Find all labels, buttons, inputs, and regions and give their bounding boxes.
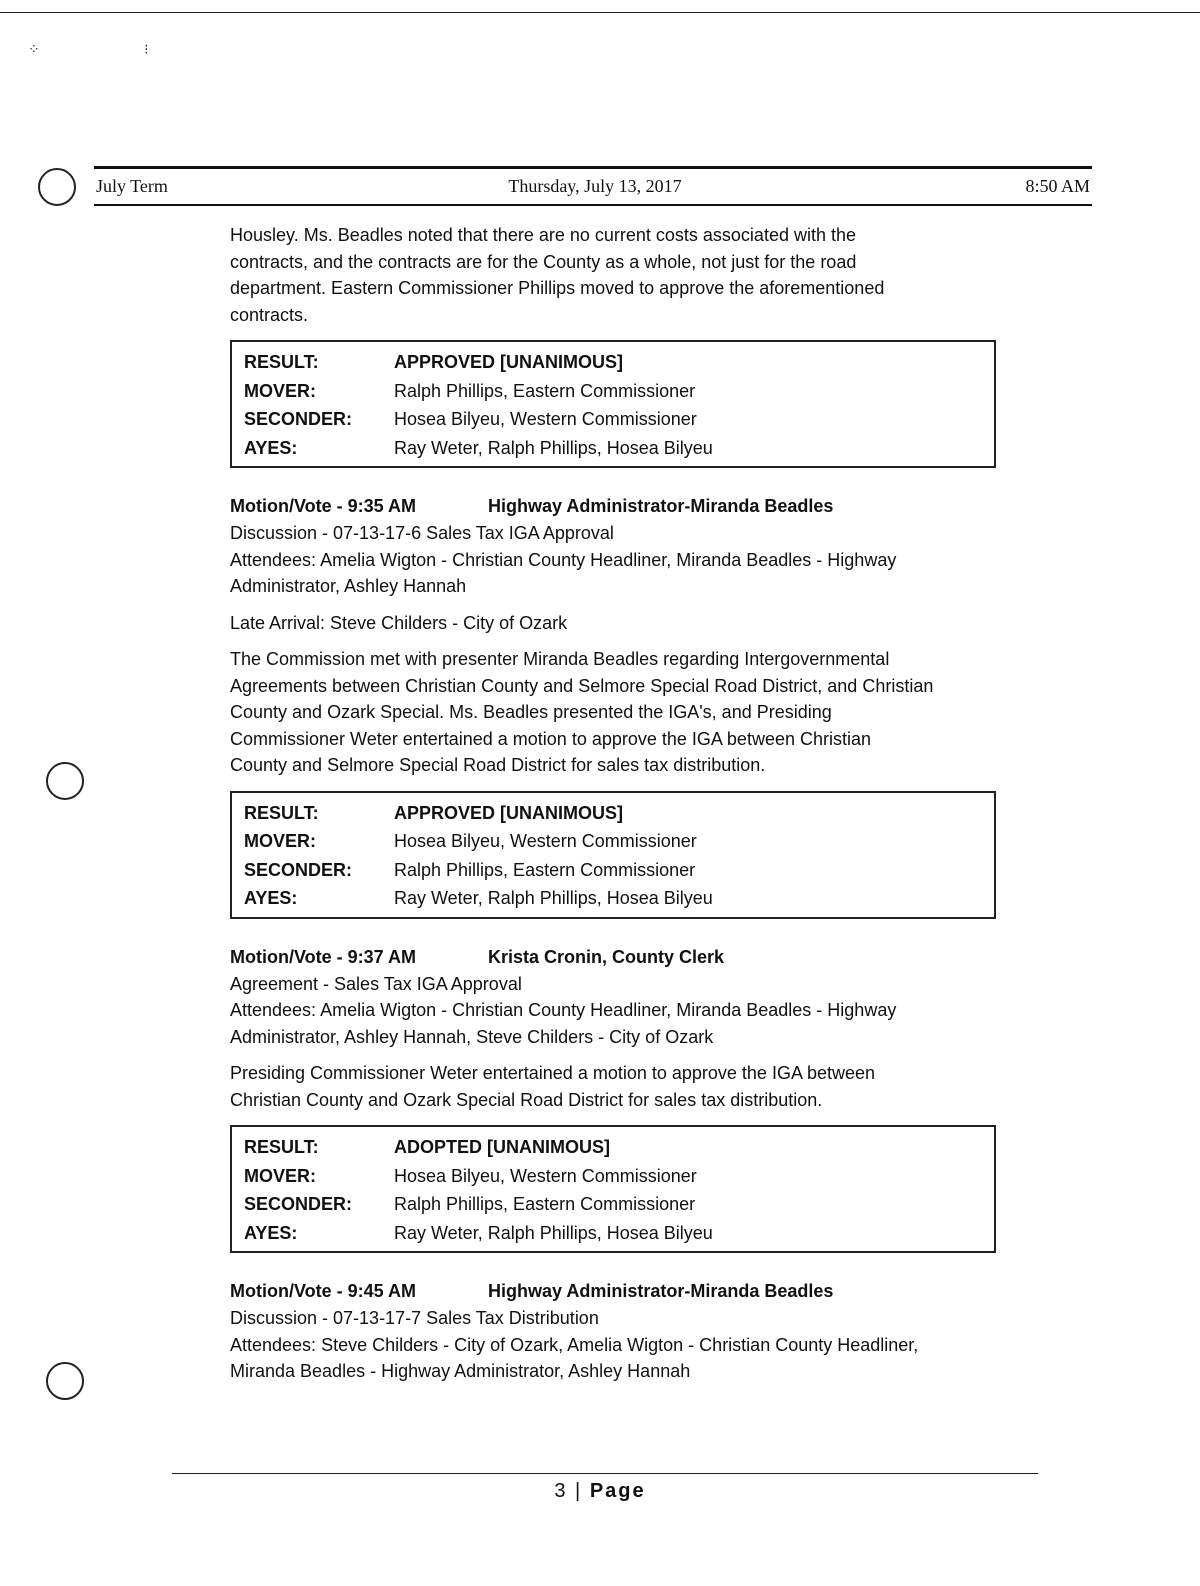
motion-attendees: Attendees: Amelia Wigton - Christian County Headliner, Miranda Beadles - Highway: [230, 549, 897, 570]
vote-mover-value: Hosea Bilyeu, Western Commissioner: [394, 1165, 697, 1186]
vote-seconder-label: SECONDER:: [244, 859, 353, 880]
paragraph-line: department. Eastern Commissioner Phillips moved to approve the aforementioned: [230, 278, 885, 298]
vote-ayes-value: Ray Weter, Ralph Phillips, Hosea Bilyeu: [394, 1222, 713, 1243]
motion-attendees: Attendees: Amelia Wigton - Christian County Headliner, Miranda Beadles - Highway: [230, 1000, 897, 1020]
vote-ayes-row: [244, 884, 982, 913]
vote-seconder-value: Ralph Phillips, Eastern Commissioner: [394, 1194, 696, 1214]
motion-attendees-cont: Miranda Beadles - Highway Administrator, Ashley Hannah: [230, 1361, 691, 1381]
binder-hole-middle: [46, 762, 84, 800]
paragraph-line: Agreements between Christian County and Selmore Special Road District, and Christian: [230, 675, 934, 696]
motion-discussion: Discussion - 07-13-17-6 Sales Tax IGA Approval: [230, 523, 614, 543]
vote-ayes-label: AYES:: [244, 1222, 298, 1243]
header-rule-bottom: [94, 204, 1092, 206]
vote-box-3: [230, 1125, 996, 1253]
vote-seconder-label: SECONDER:: [244, 1194, 353, 1214]
vote-seconder-value: Ralph Phillips, Eastern Commissioner: [394, 859, 696, 880]
vote-ayes-value: Ray Weter, Ralph Phillips, Hosea Bilyeu: [394, 437, 713, 458]
motion-attendees-cont: Administrator, Ashley Hannah, Steve Childers - City of Ozark: [230, 1026, 714, 1047]
header-time: 8:50 AM: [1025, 176, 1090, 196]
vote-result-value: APPROVED [UNANIMOUS]: [394, 352, 624, 372]
motion-section-2: [230, 492, 1030, 779]
vote-ayes-row: [244, 1219, 982, 1248]
vote-ayes-label: AYES:: [244, 888, 298, 908]
motion-time: Motion/Vote - 9:45 AM: [230, 1281, 416, 1301]
page-footer: 3 | Page: [554, 1480, 646, 1502]
binder-hole-bottom: [46, 1362, 84, 1400]
motion-section-3: [230, 943, 1030, 1114]
motion-heading: [230, 943, 1030, 971]
paragraph-line: County and Ozark Special. Ms. Beadles presented the IGA's, and Presiding: [230, 702, 832, 722]
motion-title: Highway Administrator-Miranda Beadles: [488, 496, 834, 516]
vote-mover-label: MOVER:: [244, 1165, 316, 1186]
paragraph-line: contracts, and the contracts are for the County as a whole, not just for the road: [230, 251, 857, 272]
vote-seconder-row: [244, 405, 982, 434]
header-term: July Term: [96, 176, 168, 196]
intro-paragraph: [230, 222, 1030, 328]
paragraph-line: Commissioner Weter entertained a motion to approve the IGA between Christian: [230, 728, 871, 749]
motion-title: Krista Cronin, County Clerk: [488, 946, 725, 967]
page-word: Page: [589, 1480, 646, 1502]
vote-ayes-row: [244, 434, 982, 463]
vote-result-row: [244, 1133, 982, 1162]
vote-mover-value: Ralph Phillips, Eastern Commissioner: [394, 380, 696, 401]
vote-mover-label: MOVER:: [244, 831, 316, 851]
header-date: Thursday, July 13, 2017: [508, 176, 682, 196]
motion-time: Motion/Vote - 9:37 AM: [230, 946, 416, 967]
vote-box-1: [230, 340, 996, 468]
vote-mover-row: [244, 377, 982, 406]
vote-ayes-value: Ray Weter, Ralph Phillips, Hosea Bilyeu: [394, 888, 713, 908]
motion-attendees: Attendees: Steve Childers - City of Ozark, Amelia Wigton - Christian County Headliner,: [230, 1334, 919, 1355]
vote-result-row: [244, 348, 982, 377]
paragraph-line: The Commission met with presenter Miranda Beadles regarding Intergovernmental: [230, 649, 890, 669]
vote-ayes-label: AYES:: [244, 437, 298, 458]
paragraph-line: contracts.: [230, 304, 309, 325]
paragraph-line: Presiding Commissioner Weter entertained a motion to approve the IGA between: [230, 1063, 876, 1083]
vote-box-2: [230, 791, 996, 919]
vote-mover-row: [244, 827, 982, 856]
scan-top-edge: [0, 12, 1200, 13]
motion-heading: [230, 492, 1030, 520]
motion-attendees-cont: Administrator, Ashley Hannah: [230, 576, 467, 596]
page-number: 3: [554, 1480, 568, 1502]
vote-result-value: ADOPTED [UNANIMOUS]: [394, 1137, 610, 1157]
vote-result-label: RESULT:: [244, 352, 319, 372]
vote-result-label: RESULT:: [244, 802, 319, 823]
header-rule-top: [94, 166, 1092, 169]
motion-title: Highway Administrator-Miranda Beadles: [488, 1281, 834, 1301]
motion-discussion: Discussion - 07-13-17-7 Sales Tax Distribution: [230, 1308, 599, 1328]
footer-rule: [172, 1473, 1038, 1474]
motion-time: Motion/Vote - 9:35 AM: [230, 496, 416, 516]
vote-result-label: RESULT:: [244, 1137, 319, 1157]
vote-mover-row: [244, 1162, 982, 1191]
vote-result-row: [244, 799, 982, 828]
motion-section-4: [230, 1277, 1030, 1385]
paragraph-line: Christian County and Ozark Special Road District for sales tax distribution.: [230, 1089, 823, 1110]
vote-seconder-row: [244, 856, 982, 885]
vote-mover-value: Hosea Bilyeu, Western Commissioner: [394, 831, 697, 851]
vote-result-value: APPROVED [UNANIMOUS]: [394, 802, 624, 823]
vote-seconder-label: SECONDER:: [244, 409, 353, 429]
motion-agreement: Agreement - Sales Tax IGA Approval: [230, 973, 522, 994]
motion-late-arrival: Late Arrival: Steve Childers - City of Ozark: [230, 612, 568, 633]
motion-heading: [230, 1277, 1030, 1305]
paragraph-line: Housley. Ms. Beadles noted that there are no current costs associated with the: [230, 225, 857, 245]
minutes-body: [230, 222, 1030, 1385]
scan-specks: ⁘ ⁝: [28, 42, 199, 58]
vote-mover-label: MOVER:: [244, 380, 316, 401]
vote-seconder-value: Hosea Bilyeu, Western Commissioner: [394, 409, 697, 429]
vote-seconder-row: [244, 1190, 982, 1219]
paragraph-line: County and Selmore Special Road District for sales tax distribution.: [230, 755, 766, 775]
